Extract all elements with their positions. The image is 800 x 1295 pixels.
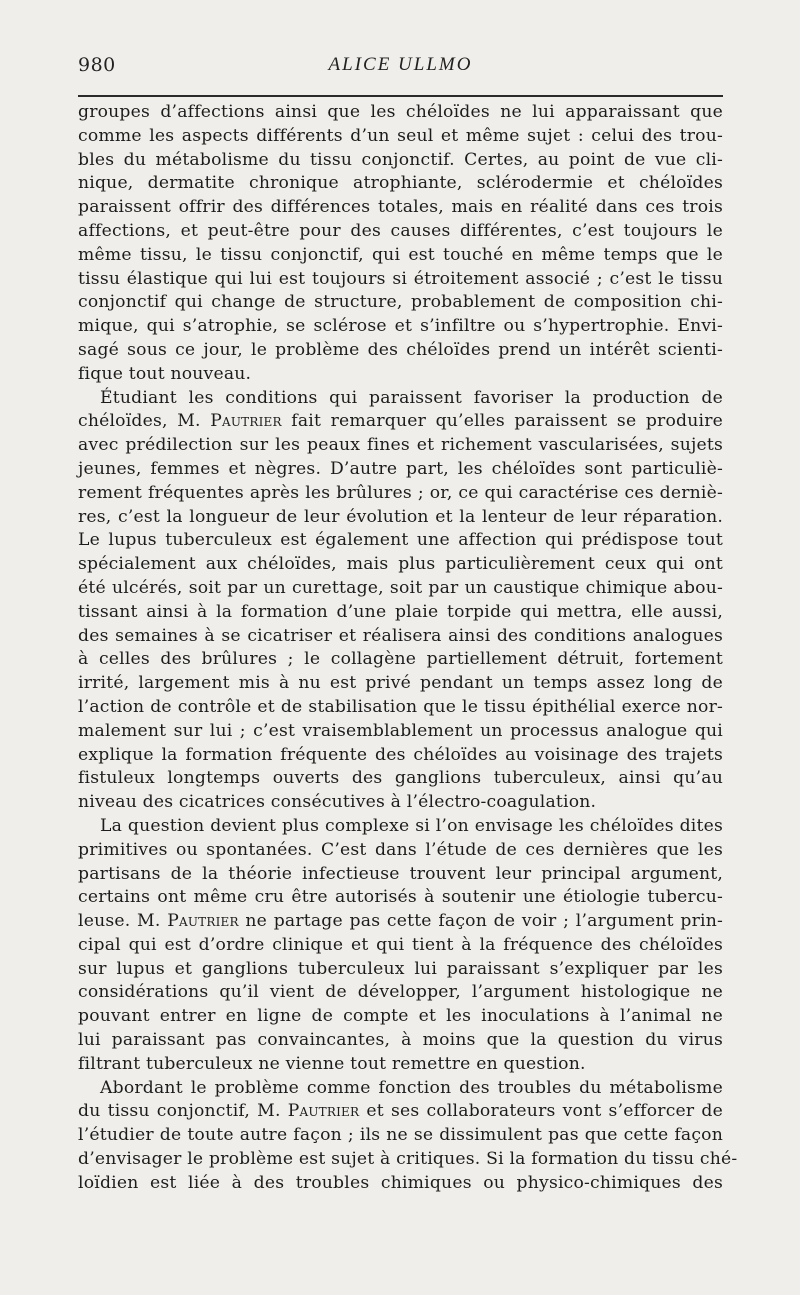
text-line: niveau des cicatrices consécutives à l’électro-coagulation. [78,792,597,813]
text-line: fistuleux longtemps ouverts des ganglions tuberculeux, ainsi qu’au [78,768,723,789]
text-line: mique, qui s’atrophie, se sclérose et s’infiltre ou s’hypertrophie. Envi- [78,316,723,337]
text-line: tissant ainsi à la formation d’une plaie torpide qui mettra, elle aussi, [78,601,723,622]
text-line: certains ont même cru être autorisés à soutenir une étiologie tubercu- [78,887,723,908]
text-line: comme les aspects différents d’un seul et même sujet : celui des trou- [78,125,723,146]
paragraph-3 [78,815,723,1077]
text-line: nique, dermatite chronique atrophiante, sclérodermie et chéloïdes [78,173,723,194]
author-name: Pautrier [167,911,239,932]
text-fragment: du tissu conjonctif, M. [78,1101,288,1122]
text-fragment: et ses collaborateurs vont s’efforcer de [359,1101,724,1122]
text-line: avec prédilection sur les peaux fines et richement vascularisées, sujets [78,435,723,456]
paragraph-4 [78,1077,738,1196]
text-line-with-author [78,410,723,434]
text-line: l’action de contrôle et de stabilisation que le tissu épithélial exerce nor- [78,696,723,717]
text-line: Le lupus tuberculeux est également une affection qui prédispose tout [78,530,723,551]
paragraph-1 [78,101,723,387]
text-line: cipal qui est d’ordre clinique et qui tient à la fréquence des chéloïdes [78,934,723,955]
text-line: filtrant tuberculeux ne vienne tout remettre en question. [78,1053,586,1074]
text-line: irrité, largement mis à nu est privé pendant un temps assez long de [78,673,723,694]
text-line: groupes d’affections ainsi que les chéloïdes ne lui apparaissant que [78,102,723,122]
text-fragment: leuse. M. [78,911,168,932]
text-line: été ulcérés, soit par un curettage, soit par un caustique chimique abou- [78,577,723,598]
page-number: 980 [78,54,116,76]
text-line: res, c’est la longueur de leur évolution et la lenteur de leur réparation. [78,506,723,527]
text-line: paraissent offrir des différences totales, mais en réalité dans ces trois [78,197,723,218]
text-line: Étudiant les conditions qui paraissent favoriser la production de [100,387,723,408]
text-line: primitives ou spontanées. C’est dans l’étude de ces dernières que les [78,839,723,860]
text-line: La question devient plus complexe si l’on envisage les chéloïdes dites [100,815,723,836]
text-line: sur lupus et ganglions tuberculeux lui paraissant s’expliquer par les [78,958,723,979]
header-rule [78,95,723,97]
text-line: spécialement aux chéloïdes, mais plus particulièrement ceux qui ont [78,554,723,575]
running-title: ALICE ULLMO [328,54,473,75]
text-line: à celles des brûlures ; le collagène partiellement détruit, fortement [78,649,723,670]
running-header [78,54,723,84]
text-line: rement fréquentes après les brûlures ; or, ce qui caractérise ces derniè- [78,482,723,503]
text-fragment: ne partage pas cette façon de voir ; l’argument prin- [238,911,723,932]
author-name: Pautrier [210,411,282,432]
text-line: conjonctif qui change de structure, probablement de composition chi- [78,292,723,313]
text-line: des semaines à se cicatriser et réalisera ainsi des conditions analogues [78,625,723,646]
text-line: pouvant entrer en ligne de compte et les inoculations à l’animal ne [78,1006,723,1027]
text-fragment: chéloïdes, M. [78,411,211,432]
text-line: tissu élastique qui lui est toujours si étroitement associé ; c’est le tissu [78,268,723,289]
text-line: fique tout nouveau. [78,363,252,384]
text-line: l’étudier de toute autre façon ; ils ne se dissimulent pas que cette façon [78,1125,723,1146]
text-line: lui paraissant pas convaincantes, à moins que la question du virus [78,1030,723,1051]
text-line: affections, et peut-être pour des causes différentes, c’est toujours le [78,220,723,241]
text-line: d’envisager le problème est sujet à critiques. Si la formation du tissu ché- [78,1149,738,1170]
text-line-with-author [78,1100,723,1124]
body-text [78,101,738,1196]
text-line: malement sur lui ; c’est vraisemblablement un processus analogue qui [78,720,723,741]
text-line: explique la formation fréquente des chéloïdes au voisinage des trajets [78,744,723,765]
text-line: même tissu, le tissu conjonctif, qui est touché en même temps que le [78,244,723,265]
text-line: sagé sous ce jour, le problème des chéloïdes prend un intérêt scienti- [78,339,723,360]
text-line: bles du métabolisme du tissu conjonctif. Certes, au point de vue cli- [78,149,723,170]
text-line: jeunes, femmes et nègres. D’autre part, les chéloïdes sont particuliè- [78,458,723,479]
text-fragment: fait remarquer qu’elles paraissent se produire [281,411,723,432]
text-line: partisans de la théorie infectieuse trouvent leur principal argument, [78,863,723,884]
text-line: loïdien est liée à des troubles chimiques ou physico-chimiques des [78,1172,723,1193]
text-line: considérations qu’il vient de développer, l’argument histologique ne [78,982,723,1003]
text-line-with-author [78,910,723,934]
paragraph-2 [78,387,723,815]
author-name: Pautrier [287,1101,360,1122]
text-line: Abordant le problème comme fonction des troubles du métabolisme [100,1077,723,1098]
